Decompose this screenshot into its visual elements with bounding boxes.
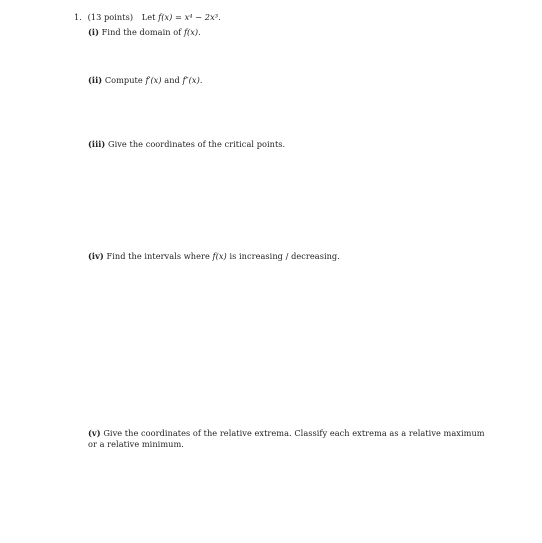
part-text: Find the domain of xyxy=(101,27,182,37)
part-text-2: is increasing / decreasing. xyxy=(229,251,340,261)
part-iv xyxy=(88,251,340,262)
part-label: (i) xyxy=(88,27,100,37)
part-v xyxy=(88,428,488,450)
problem-points: (13 points) xyxy=(87,12,134,22)
problem-number: 1. xyxy=(74,12,82,22)
part-label: (v) xyxy=(88,428,101,438)
part-text: Give the coordinates of the relative extrema. Classify each extrema as a relative maximum or a relative minimum. xyxy=(88,428,485,449)
part-text: Find the intervals where xyxy=(106,251,210,261)
part-iii xyxy=(88,139,285,150)
part-label: (iv) xyxy=(88,251,104,261)
part-math: f′(x) xyxy=(145,75,162,85)
problem-header xyxy=(74,12,221,23)
function-definition: f(x) = x⁴ − 2x³. xyxy=(158,12,221,22)
part-ii xyxy=(88,75,202,86)
problem-intro: Let xyxy=(141,12,156,22)
part-i xyxy=(88,27,201,38)
part-text: Compute xyxy=(104,75,143,85)
part-math: f(x). xyxy=(183,27,201,37)
part-label: (ii) xyxy=(88,75,103,85)
part-label: (iii) xyxy=(88,139,106,149)
part-math-2: f″(x). xyxy=(182,75,203,85)
part-math: f(x) xyxy=(212,251,227,261)
part-text-2: and xyxy=(164,75,180,85)
part-text: Give the coordinates of the critical points. xyxy=(108,139,286,149)
